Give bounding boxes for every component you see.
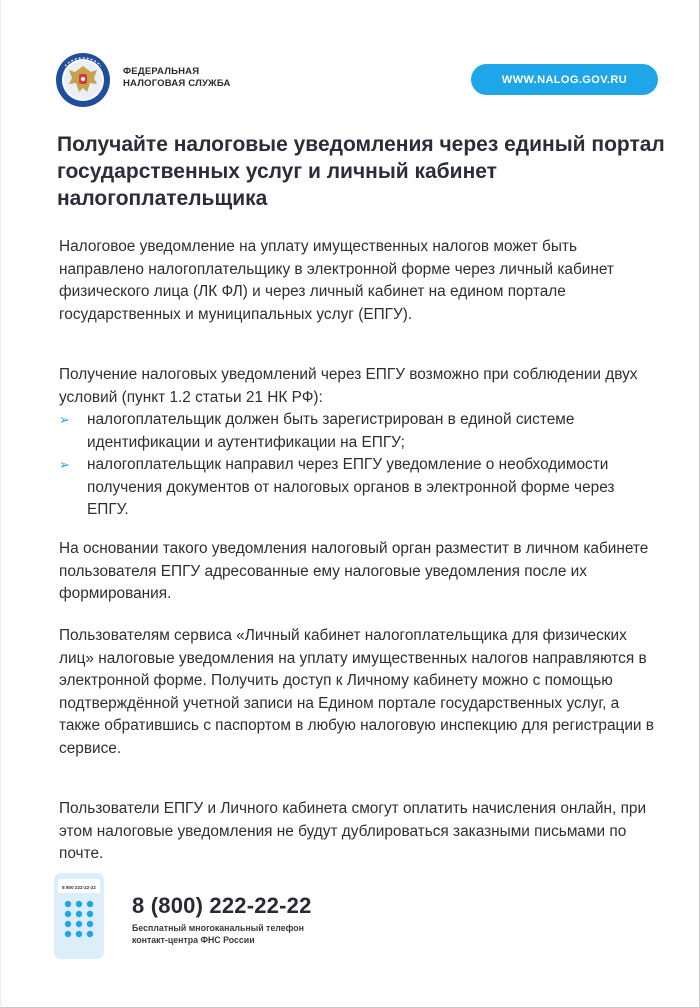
site-link-button[interactable]: WWW.NALOG.GOV.RU	[471, 64, 658, 95]
org-name-line2: НАЛОГОВАЯ СЛУЖБА	[123, 78, 231, 89]
phone-keypad-icon	[53, 872, 105, 960]
arrow-bullet-icon: ➢	[59, 412, 70, 427]
paragraph-placement: На основании такого уведомления налоговый орган разместит в личном кабинете пользователя ЕПГУ адресованные ему налоговые уведомления после их формирования.	[59, 540, 649, 602]
page-title: Получайте налоговые уведомления через единый портал государственных услуг и личный кабинет налогоплательщика	[57, 133, 665, 210]
org-name	[123, 66, 231, 90]
paragraph-payment: Пользователи ЕПГУ и Личного кабинета смогут оплатить начисления онлайн, при этом налоговые уведомления не будут дублироваться заказными письмами по почте.	[59, 800, 647, 862]
list-item	[59, 454, 659, 522]
paragraph-conditions: Получение налоговых уведомлений через ЕПГУ возможно при соблюдении двух условий (пункт 1.2 статьи 21 НК РФ):	[59, 366, 638, 406]
hotline-caption-line2: контакт-центра ФНС России	[132, 935, 255, 945]
paragraph-intro: Налоговое уведомление на уплату имущественных налогов может быть направлено налогоплательщику в электронной форме через личный кабинет физического лица (ЛК ФЛ) и через личный кабинет на едином портале государственных и муниципальных услуг (ЕПГУ).	[59, 238, 614, 323]
hotline-phone-number: 8 (800) 222-22-22	[132, 893, 312, 918]
arrow-bullet-icon: ➢	[59, 457, 70, 472]
list-item-text: налогоплательщик должен быть зарегистрирован в единой системе идентификации и аутентификации на ЕПГУ;	[87, 411, 575, 451]
phone-screen-text: 8 800 222-22-22	[62, 885, 96, 890]
fns-emblem-icon	[55, 52, 111, 108]
paragraph-personal-account: Пользователям сервиса «Личный кабинет налогоплательщика для физических лиц» налоговые уведомления на уплату имущественных налогов направляются в электронной форме. Получить доступ к Личному кабинету можно с помощью подтверждённой учетной записи на Едином портале государственных услуг, а также обратившись с паспортом в любую налоговую инспекцию для регистрации в сервисе.	[59, 627, 654, 757]
conditions-list	[59, 409, 659, 522]
hotline-caption	[132, 922, 304, 946]
list-item-text: налогоплательщик направил через ЕПГУ уведомление о необходимости получения документов от налоговых органов в электронной форме через ЕПГУ.	[87, 456, 615, 518]
org-name-line1: ФЕДЕРАЛЬНАЯ	[123, 66, 200, 77]
hotline-caption-line1: Бесплатный многоканальный телефон	[132, 923, 304, 933]
list-item	[59, 409, 659, 454]
